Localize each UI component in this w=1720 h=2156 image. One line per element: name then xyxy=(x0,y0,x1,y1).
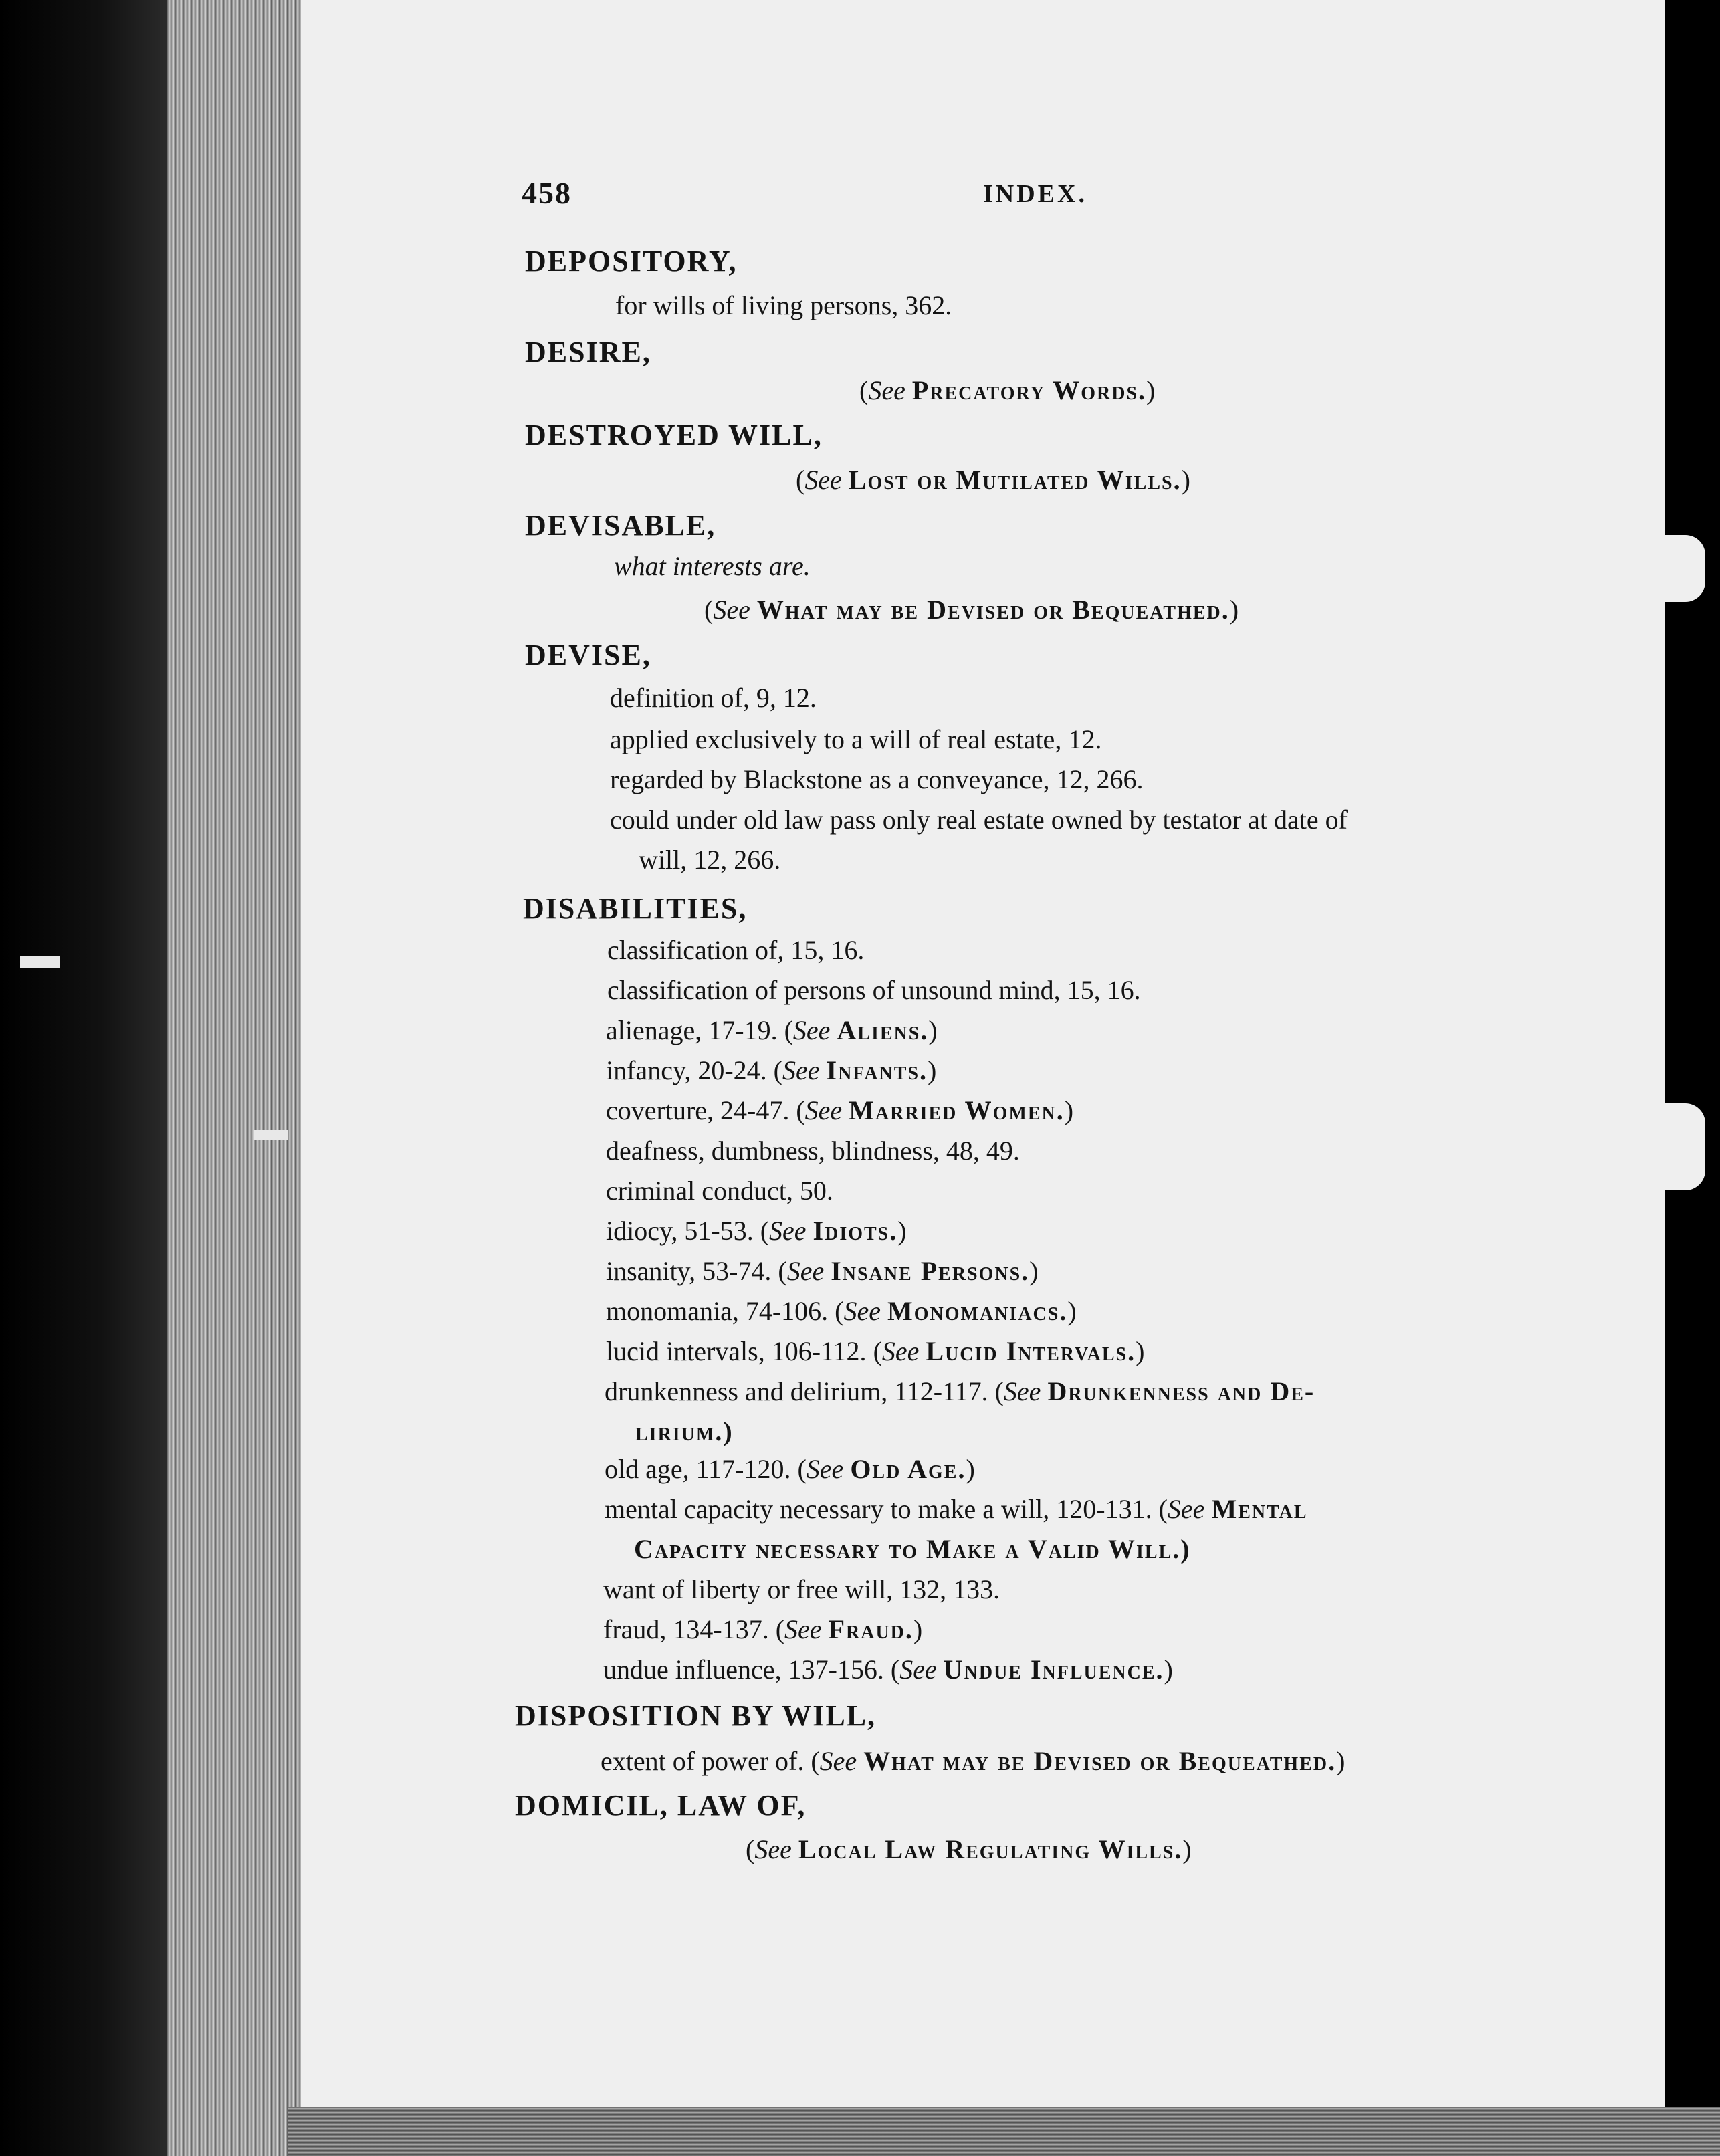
paren-close: ) xyxy=(1182,1834,1192,1864)
book-page xyxy=(301,0,1665,2120)
page-number: 458 xyxy=(522,176,572,210)
page-edges xyxy=(167,0,301,2156)
see-target: Infants. xyxy=(826,1055,928,1085)
entry-text: idiocy, 51-53. xyxy=(606,1216,754,1246)
see-word: See xyxy=(899,1654,937,1685)
entry-line: old age, 117-120. (See Old Age.) xyxy=(605,1454,975,1484)
entry-heading-devisable: DEVISABLE, xyxy=(525,509,716,542)
page-header xyxy=(522,175,1592,215)
entry-line: for wills of living persons, 362. xyxy=(615,290,952,320)
see-target: Idiots. xyxy=(813,1216,898,1246)
see-target: Monomaniacs. xyxy=(887,1296,1068,1326)
scan-fleck xyxy=(20,956,60,968)
see-target: Undue Influence. xyxy=(943,1654,1164,1685)
entry-line: want of liberty or free will, 132, 133. xyxy=(603,1574,1000,1604)
entry-text: lucid intervals, 106-112. xyxy=(606,1336,867,1366)
cross-reference xyxy=(859,374,1155,407)
see-word: See xyxy=(806,1454,844,1484)
entry-line: undue influence, 137-156. (See Undue Influence.) xyxy=(603,1654,1173,1685)
see-word: See xyxy=(792,1015,831,1045)
entry-heading-disabilities: DISABILITIES, xyxy=(523,892,748,925)
see-target: What may be Devised or Bequeathed. xyxy=(756,595,1230,625)
entry-line: lucid intervals, 106-112. (See Lucid Intervals.) xyxy=(606,1336,1145,1366)
paren-open: ( xyxy=(796,465,805,495)
entry-line: classification of persons of unsound mind, 15, 16. xyxy=(607,975,1141,1005)
scan-fleck xyxy=(254,1130,288,1140)
see-target: Fraud. xyxy=(828,1614,913,1644)
entry-line: could under old law pass only real estate owned by testator at date of xyxy=(610,804,1348,835)
see-target: Precatory Words. xyxy=(911,375,1147,405)
entry-text: coverture, 24-47. xyxy=(606,1095,790,1125)
entry-heading-devise: DEVISE, xyxy=(525,639,651,671)
entry-line-continued: lirium.) xyxy=(635,1416,734,1446)
see-target: What may be Devised or Bequeathed. xyxy=(863,1746,1337,1776)
entry-heading-depository: DEPOSITORY, xyxy=(525,245,738,278)
entry-line: coverture, 24-47. (See Married Women.) xyxy=(606,1095,1074,1125)
running-head: INDEX. xyxy=(983,180,1087,208)
see-word: See xyxy=(782,1055,820,1085)
paren-close: ) xyxy=(1146,375,1156,405)
entry-line: drunkenness and delirium, 112-117. (See Drunkenness and De- xyxy=(605,1376,1315,1406)
paren-close: ) xyxy=(1229,595,1239,625)
entry-text: old age, 117-120. xyxy=(605,1454,791,1484)
paren-close: ) xyxy=(1181,465,1190,495)
entry-heading-disposition-by-will: DISPOSITION BY WILL, xyxy=(515,1699,877,1732)
entry-line: mental capacity necessary to make a will, 120-131. (See Mental xyxy=(605,1494,1308,1524)
entry-text: alienage, 17-19. xyxy=(606,1015,778,1045)
see-word: See xyxy=(868,375,905,405)
see-target: Local Law Regulating Wills. xyxy=(798,1834,1183,1864)
cross-reference xyxy=(796,464,1190,496)
see-target: Insane Persons. xyxy=(831,1256,1030,1286)
entry-heading-desire: DESIRE, xyxy=(525,336,651,368)
entry-text: infancy, 20-24. xyxy=(606,1055,767,1085)
paren-open: ( xyxy=(704,595,714,625)
paren-open: ( xyxy=(746,1834,755,1864)
entry-line: applied exclusively to a will of real estate, 12. xyxy=(610,724,1102,754)
see-word: See xyxy=(804,1095,843,1125)
see-target: Married Women. xyxy=(849,1095,1065,1125)
cross-reference xyxy=(746,1834,1192,1866)
see-target-continued: lirium. xyxy=(635,1416,724,1446)
see-word: See xyxy=(754,1834,792,1864)
see-word: See xyxy=(1003,1376,1041,1406)
entry-text: undue influence, 137-156. xyxy=(603,1654,884,1685)
see-word: See xyxy=(804,465,842,495)
entry-line: classification of, 15, 16. xyxy=(607,935,865,965)
book-binding-shadow xyxy=(0,0,167,2156)
see-target: Drunkenness and De- xyxy=(1047,1376,1315,1406)
see-word: See xyxy=(786,1256,825,1286)
paren-open: ( xyxy=(859,375,869,405)
page-tab-upper xyxy=(1665,535,1705,602)
see-target: Lost or Mutilated Wills. xyxy=(848,465,1182,495)
entry-text: insanity, 53-74. xyxy=(606,1256,772,1286)
entry-line: alienage, 17-19. (See Aliens.) xyxy=(606,1015,938,1045)
see-target: Aliens. xyxy=(837,1015,929,1045)
see-word: See xyxy=(1167,1494,1205,1524)
see-target: Mental xyxy=(1211,1494,1308,1524)
see-word: See xyxy=(843,1296,881,1326)
entry-line: criminal conduct, 50. xyxy=(606,1176,833,1206)
entry-line-continued: Capacity necessary to Make a Valid Will.) xyxy=(634,1534,1191,1564)
entry-line: idiocy, 51-53. (See Idiots.) xyxy=(606,1216,907,1246)
entry-line: deafness, dumbness, blindness, 48, 49. xyxy=(606,1136,1020,1166)
entry-line: insanity, 53-74. (See Insane Persons.) xyxy=(606,1256,1039,1286)
see-word: See xyxy=(769,1216,807,1246)
see-word: See xyxy=(784,1614,822,1644)
entry-line: regarded by Blackstone as a conveyance, 12, 266. xyxy=(610,764,1144,794)
entry-line-italic: what interests are. xyxy=(614,551,811,581)
entry-text: monomania, 74-106. xyxy=(606,1296,829,1326)
entry-line: monomania, 74-106. (See Monomaniacs.) xyxy=(606,1296,1077,1326)
entry-text: mental capacity necessary to make a will, 120-131. xyxy=(605,1494,1152,1524)
entry-text: drunkenness and delirium, 112-117. xyxy=(605,1376,988,1406)
see-target: Old Age. xyxy=(850,1454,966,1484)
entry-line: extent of power of. (See What may be Devised or Bequeathed.) xyxy=(601,1746,1346,1776)
entry-line: infancy, 20-24. (See Infants.) xyxy=(606,1055,937,1085)
page-tab-lower xyxy=(1665,1103,1705,1190)
entry-heading-destroyed-will: DESTROYED WILL, xyxy=(525,419,823,451)
entry-heading-domicil: DOMICIL, LAW OF, xyxy=(515,1789,807,1822)
cross-reference xyxy=(704,594,1239,626)
see-target-continued: Capacity necessary to Make a Valid Will. xyxy=(634,1534,1181,1564)
entry-text: extent of power of. xyxy=(601,1746,804,1776)
entry-line-continued: will, 12, 266. xyxy=(639,845,781,875)
entry-line: fraud, 134-137. (See Fraud.) xyxy=(603,1614,923,1644)
see-word: See xyxy=(819,1746,857,1776)
entry-line: definition of, 9, 12. xyxy=(610,683,817,713)
see-word: See xyxy=(713,595,750,625)
right-margin-shadow xyxy=(1665,0,1720,2156)
entry-text: fraud, 134-137. xyxy=(603,1614,769,1644)
see-word: See xyxy=(881,1336,920,1366)
bottom-page-edges xyxy=(288,2107,1720,2156)
see-target: Lucid Intervals. xyxy=(926,1336,1136,1366)
